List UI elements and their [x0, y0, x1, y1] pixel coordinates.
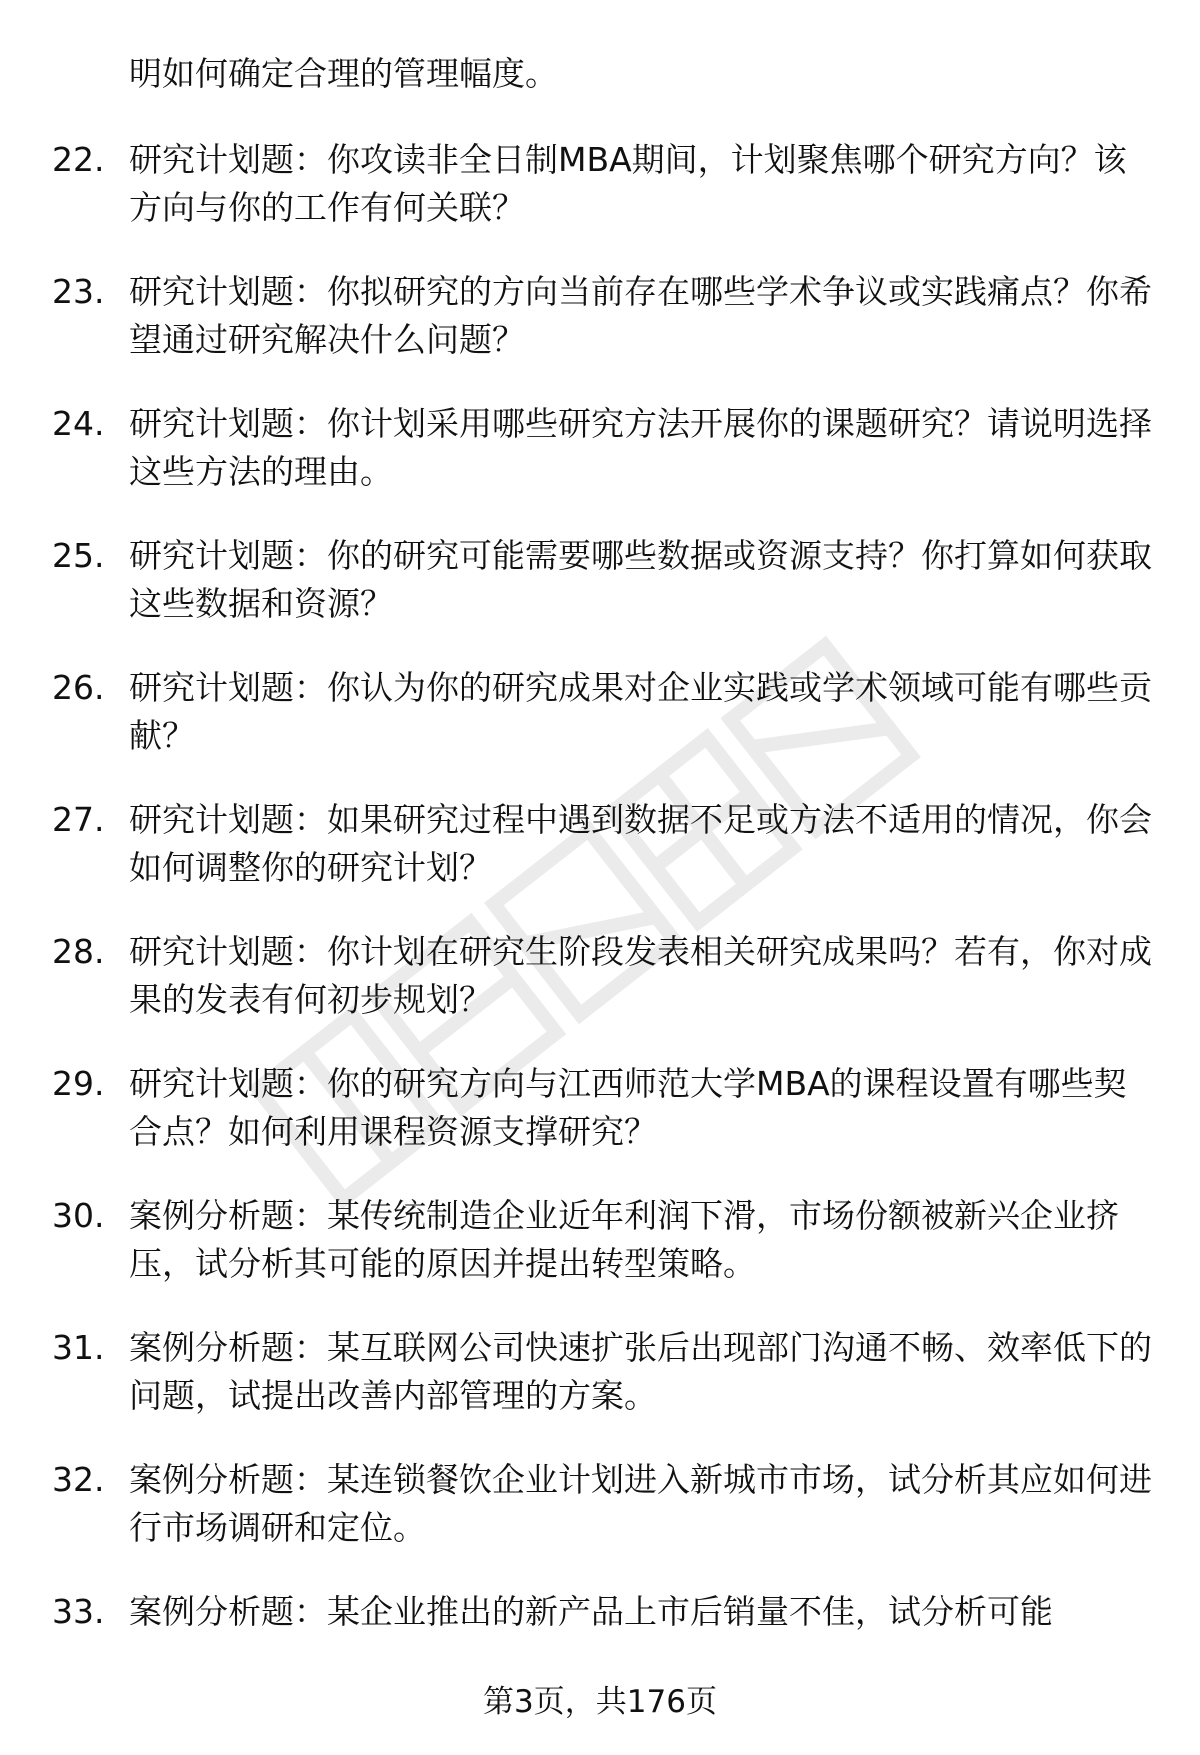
- item-text: 案例分析题：某企业推出的新产品上市后销量不佳，试分析可能: [129, 1592, 1053, 1631]
- list-item: [52, 928, 1152, 1024]
- list-item: [52, 796, 1152, 892]
- item-number: 32.: [52, 1460, 105, 1499]
- item-text: 研究计划题：你攻读非全日制MBA期间，计划聚焦哪个研究方向？该方向与你的工作有何关联？: [129, 140, 1127, 227]
- item-text: 研究计划题：你拟研究的方向当前存在哪些学术争议或实践痛点？你希望通过研究解决什么问题？: [129, 272, 1152, 359]
- page-footer: 第3页，共176页: [483, 1684, 717, 1720]
- item-text: 案例分析题：某互联网公司快速扩张后出现部门沟通不畅、效率低下的问题，试提出改善内部管理的方案。: [129, 1328, 1152, 1415]
- item-number: 28.: [52, 932, 105, 971]
- item-number: 22.: [52, 140, 105, 179]
- item-number: 24.: [52, 404, 105, 443]
- item-text: 研究计划题：你计划采用哪些研究方法开展你的课题研究？请说明选择这些方法的理由。: [129, 404, 1152, 491]
- item-text: 研究计划题：如果研究过程中遇到数据不足或方法不适用的情况，你会如何调整你的研究计划？: [129, 800, 1152, 887]
- item-text: 案例分析题：某传统制造企业近年利润下滑，市场份额被新兴企业挤压，试分析其可能的原因并提出转型策略。: [129, 1196, 1119, 1283]
- item-number: 31.: [52, 1328, 105, 1367]
- continuation-text: 明如何确定合理的管理幅度。: [129, 54, 558, 93]
- list-item: [52, 1588, 1152, 1636]
- item-text: 研究计划题：你认为你的研究成果对企业实践或学术领域可能有哪些贡献？: [129, 668, 1152, 755]
- list-item: [52, 136, 1152, 232]
- item-text: 研究计划题：你的研究可能需要哪些数据或资源支持？你打算如何获取这些数据和资源？: [129, 536, 1152, 623]
- question-list: [52, 50, 1152, 1672]
- list-item: [52, 1456, 1152, 1552]
- item-number: 30.: [52, 1196, 105, 1235]
- list-item: [52, 400, 1152, 496]
- list-item: [52, 1324, 1152, 1420]
- item-number: 25.: [52, 536, 105, 575]
- list-item: [52, 664, 1152, 760]
- item-number: 29.: [52, 1064, 105, 1103]
- item-text: 案例分析题：某连锁餐饮企业计划进入新城市市场，试分析其应如何进行市场调研和定位。: [129, 1460, 1152, 1547]
- item-number: 23.: [52, 272, 105, 311]
- list-item: [52, 1192, 1152, 1288]
- item-number: 26.: [52, 668, 105, 707]
- item-text: 研究计划题：你的研究方向与江西师范大学MBA的课程设置有哪些契合点？如何利用课程资源支撑研究？: [129, 1064, 1127, 1151]
- item-number: 27.: [52, 800, 105, 839]
- item-text: 研究计划题：你计划在研究生阶段发表相关研究成果吗？若有，你对成果的发表有何初步规划？: [129, 932, 1152, 1019]
- list-item: [52, 1060, 1152, 1156]
- item-number: 33.: [52, 1592, 105, 1631]
- list-item: [52, 532, 1152, 628]
- list-item: [52, 268, 1152, 364]
